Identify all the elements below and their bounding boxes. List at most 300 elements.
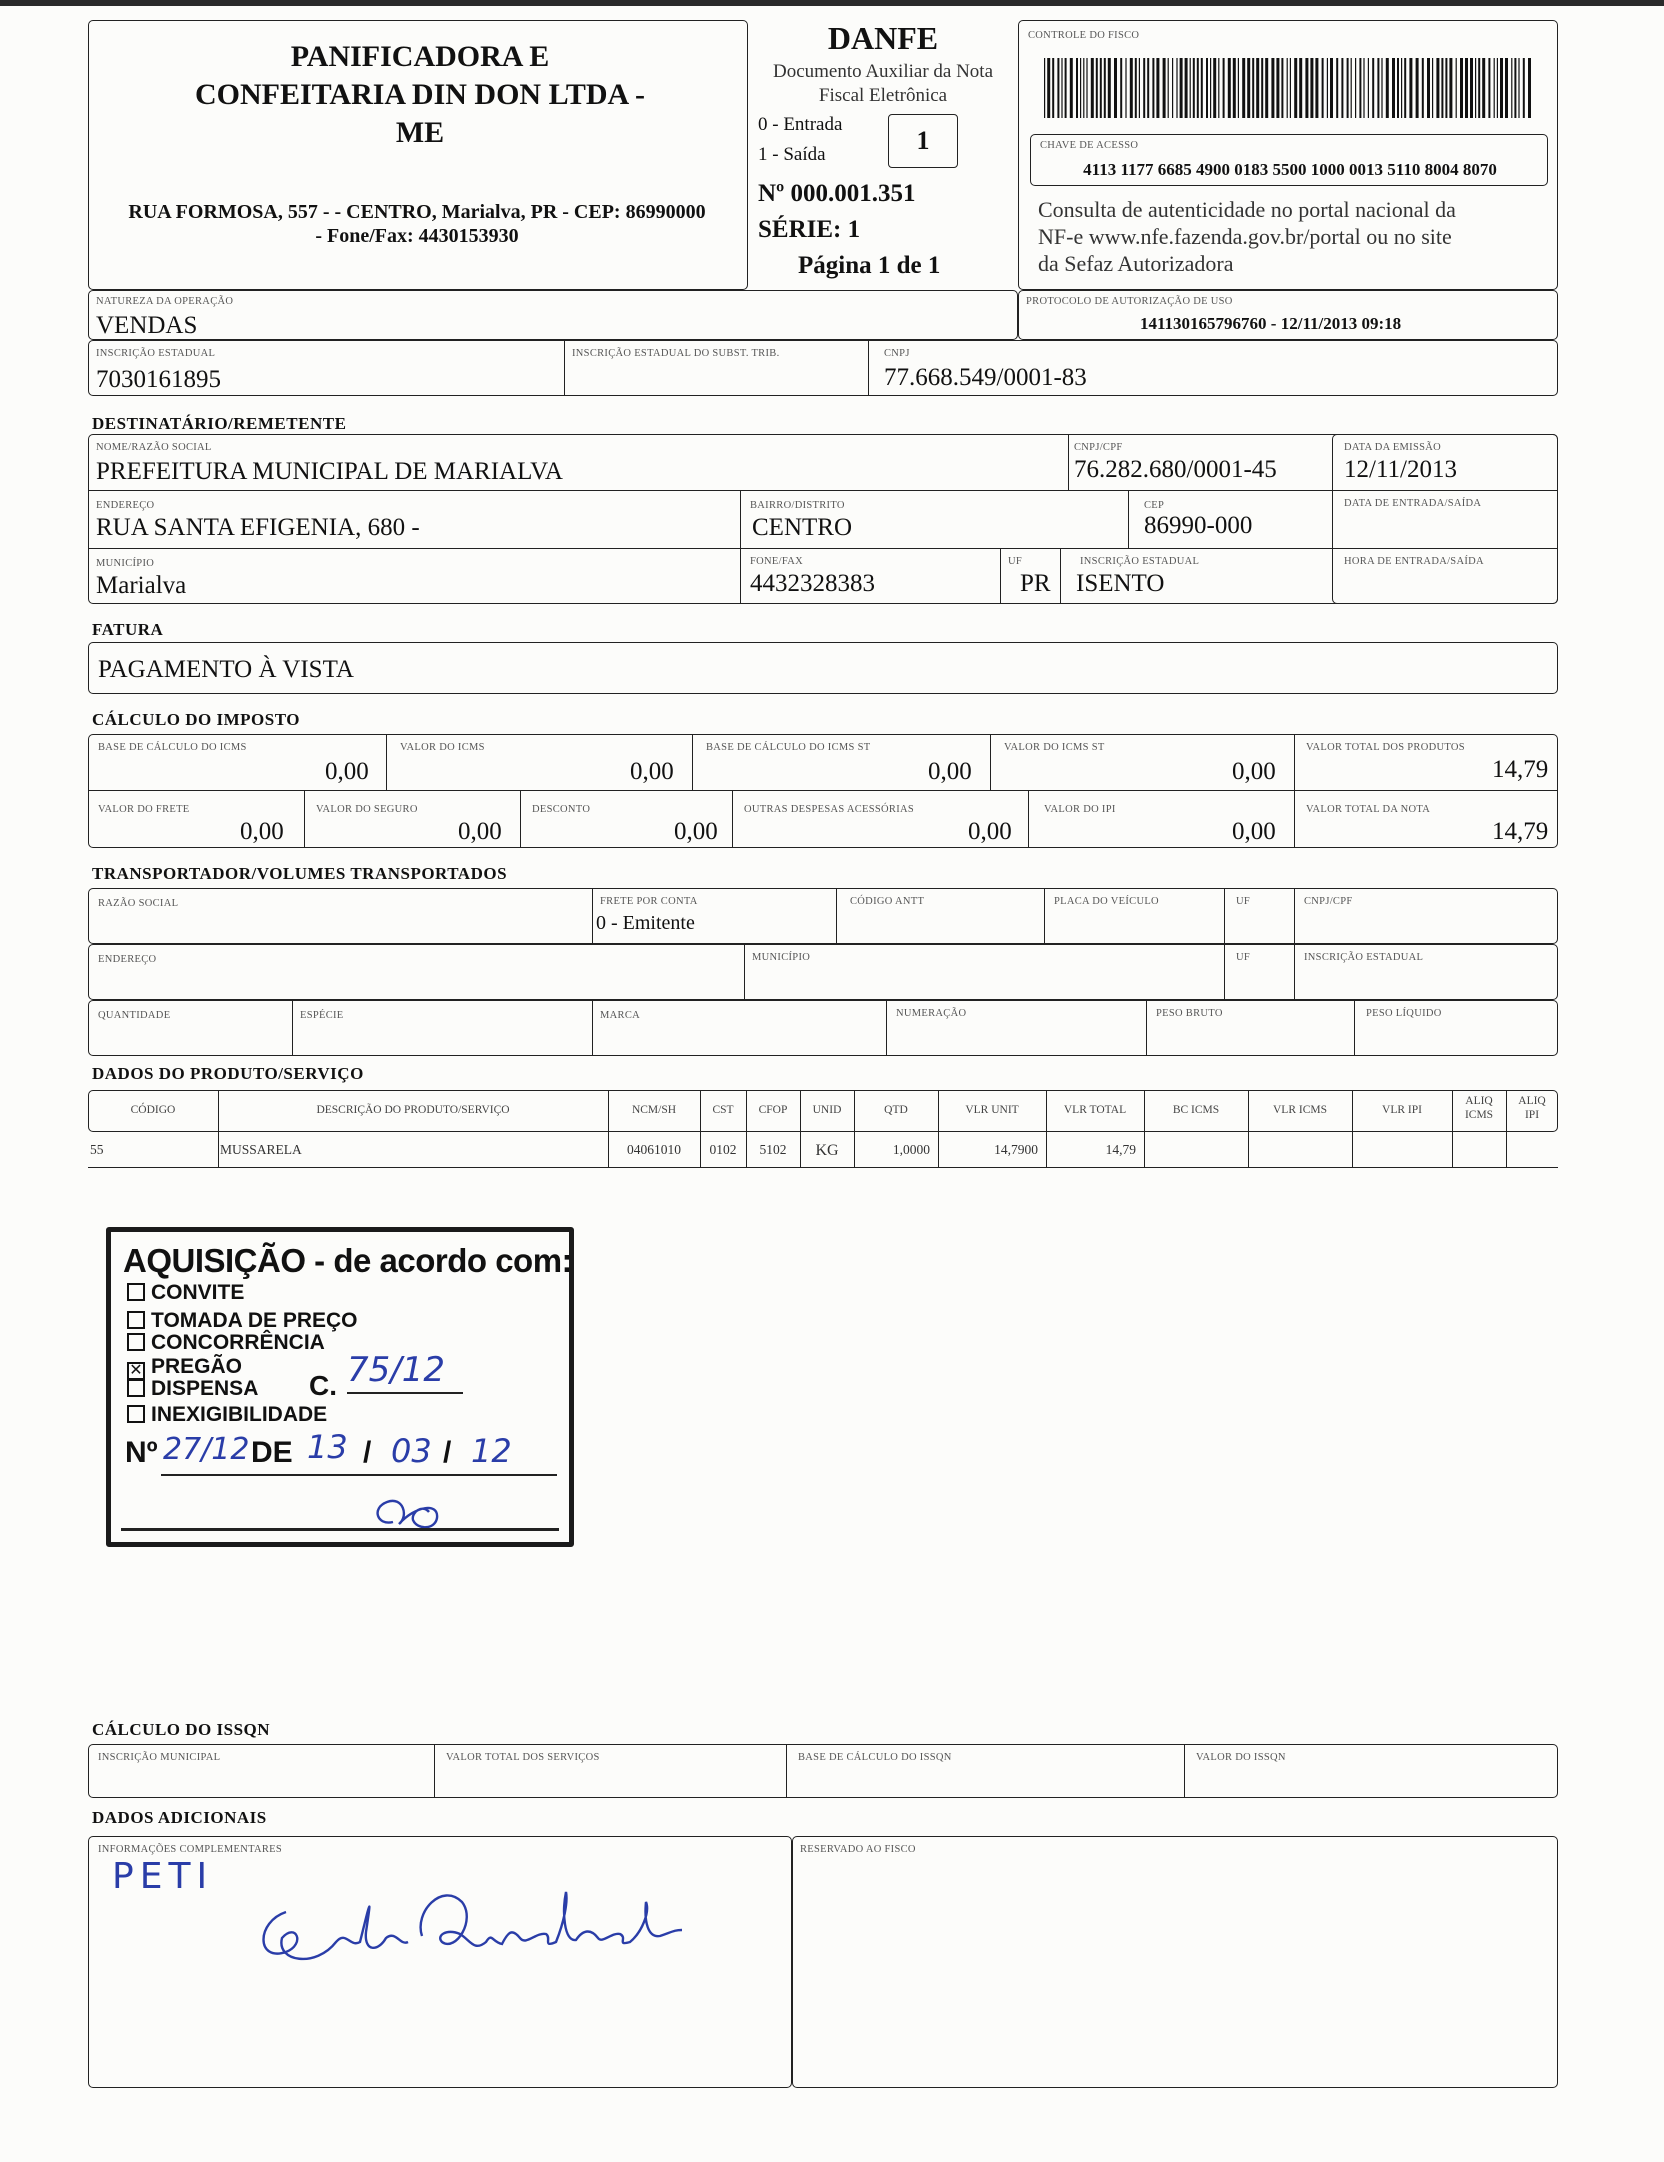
stamp-ano: 12	[471, 1432, 512, 1470]
divider	[732, 790, 733, 848]
transportador-section-title: TRANSPORTADOR/VOLUMES TRANSPORTADOS	[92, 864, 508, 883]
checkbox-icon	[127, 1283, 145, 1301]
divider	[88, 548, 1332, 549]
barcode-bar	[1143, 58, 1145, 118]
barcode-bar	[1176, 58, 1177, 118]
transp-frete-value: 0 - Emitente	[596, 912, 695, 934]
reservado-fisco-label: RESERVADO AO FISCO	[800, 1844, 916, 1855]
barcode-bar	[1427, 58, 1430, 118]
barcode-bar	[1061, 58, 1062, 118]
barcode-bar	[1193, 58, 1195, 118]
barcode-bar	[1168, 58, 1169, 118]
divider	[88, 1167, 1558, 1168]
barcode-bar	[1172, 58, 1173, 118]
cell-vlr-unit: 14,7900	[994, 1142, 1038, 1157]
barcode-bar	[1528, 58, 1531, 118]
dest-cep-value: 86990-000	[1144, 512, 1253, 539]
barcode-bar	[1518, 58, 1519, 118]
stamp-mes: 03	[391, 1432, 432, 1470]
barcode-bar	[1223, 58, 1225, 118]
ie-label: INSCRIÇÃO ESTADUAL	[96, 348, 216, 359]
danfe-numero: Nº 000.001.351	[758, 180, 916, 207]
fatura-section-title: FATURA	[92, 620, 164, 639]
valor-icms-label: VALOR DO ICMS	[400, 742, 485, 753]
stamp-n-label: Nº	[125, 1436, 158, 1469]
emitente-name: PANIFICADORA E CONFEITARIA DIN DON LTDA - ME	[194, 40, 646, 149]
dest-cnpj-value: 76.282.680/0001-45	[1074, 456, 1277, 483]
barcode-bar	[1330, 58, 1333, 118]
cell-ncm: 04061010	[627, 1142, 681, 1157]
barcode-bar	[1523, 58, 1525, 118]
divider	[1224, 888, 1225, 944]
barcode-bar	[1497, 58, 1498, 118]
barcode-bar	[1310, 58, 1313, 118]
barcode-bar	[1305, 58, 1308, 118]
stamp-dia: 13	[307, 1428, 348, 1466]
divider	[1184, 1744, 1185, 1798]
reservado-fisco-box	[792, 1836, 1558, 2088]
barcode-bar	[1185, 58, 1188, 118]
barcode-bar	[1070, 58, 1073, 118]
total-produtos-value: 14,79	[1492, 756, 1549, 783]
transp-razao-label: RAZÃO SOCIAL	[98, 898, 179, 909]
barcode-bar	[1494, 58, 1495, 118]
barcode-bar	[1363, 58, 1364, 118]
valor-icms-st-label: VALOR DO ICMS ST	[1004, 742, 1105, 753]
col-header-descricao: DESCRIÇÃO DO PRODUTO/SERVIÇO	[316, 1104, 510, 1116]
protocolo-value: 141130165796760 - 12/11/2013 09:18	[1140, 314, 1402, 333]
barcode-bar	[1372, 58, 1374, 118]
divider	[1224, 944, 1225, 1000]
barcode-bar	[1465, 58, 1468, 118]
issqn-base-label: BASE DE CÁLCULO DO ISSQN	[798, 1752, 952, 1763]
barcode-bar	[1120, 58, 1122, 118]
divider	[88, 790, 1558, 791]
barcode-bar	[1233, 58, 1236, 118]
barcode-bar	[1456, 58, 1457, 118]
barcode-bar	[1416, 58, 1419, 118]
danfe-subtitle: Documento Auxiliar da Nota Fiscal Eletrônica	[772, 61, 994, 106]
dest-municipio-value: Marialva	[96, 572, 187, 599]
chave-acesso-label: CHAVE DE ACESSO	[1040, 140, 1139, 151]
stamp-option-convite: CONVITE	[127, 1282, 244, 1304]
stamp-slash-2: /	[443, 1436, 452, 1469]
col-header-ncm: NCM/SH	[631, 1104, 677, 1116]
barcode-bar	[1287, 58, 1288, 118]
divider	[1028, 790, 1029, 848]
dest-municipio-label: MUNICÍPIO	[96, 558, 155, 569]
cell-qtd: 1,0000	[892, 1142, 930, 1157]
dest-nome-value: PREFEITURA MUNICIPAL DE MARIALVA	[96, 458, 563, 485]
aquisicao-stamp	[106, 1227, 574, 1547]
column-divider	[1352, 1090, 1353, 1168]
base-icms-st-value: 0,00	[928, 758, 972, 785]
total-nota-label: VALOR TOTAL DA NOTA	[1306, 804, 1431, 815]
stamp-signature-line	[121, 1528, 559, 1531]
barcode-bar	[1261, 58, 1263, 118]
dest-uf-label: UF	[1008, 556, 1023, 567]
barcode-bar	[1514, 58, 1516, 118]
total-produtos-label: VALOR TOTAL DOS PRODUTOS	[1306, 742, 1465, 753]
dest-endereco-label: ENDEREÇO	[96, 500, 155, 511]
col-header-codigo: CÓDIGO	[130, 1104, 176, 1116]
divider	[1294, 734, 1295, 790]
cell-unid: KG	[815, 1142, 839, 1159]
barcode-bar	[1265, 58, 1268, 118]
dest-nome-label: NOME/RAZÃO SOCIAL	[96, 442, 212, 453]
barcode-bar	[1139, 58, 1140, 118]
barcode-bar	[1377, 58, 1379, 118]
barcode-bar	[1478, 58, 1480, 118]
desconto-value: 0,00	[674, 818, 718, 845]
dest-entrada-saida-label: DATA DE ENTRADA/SAÍDA	[1344, 498, 1482, 509]
dest-ie-value: ISENTO	[1076, 570, 1165, 597]
barcode-bar	[1482, 58, 1485, 118]
divider	[592, 888, 593, 944]
barcode-bar	[1190, 58, 1191, 118]
outras-despesas-label: OUTRAS DESPESAS ACESSÓRIAS	[744, 804, 915, 815]
col-header-vlr-icms: VLR ICMS	[1273, 1104, 1327, 1116]
base-icms-value: 0,00	[325, 758, 369, 785]
divider	[1332, 548, 1558, 549]
barcode-bar	[1163, 58, 1166, 118]
barcode-bar	[1422, 58, 1424, 118]
barcode-bar	[1096, 58, 1098, 118]
valor-ipi-value: 0,00	[1232, 818, 1276, 845]
divider	[786, 1744, 787, 1798]
col-header-cst: CST	[712, 1104, 734, 1116]
cell-cst: 0102	[709, 1142, 737, 1157]
barcode-bar	[1511, 58, 1512, 118]
dest-emissao-value: 12/11/2013	[1344, 456, 1457, 483]
barcode-bar	[1201, 58, 1203, 118]
divider	[1044, 888, 1045, 944]
barcode-bar	[1206, 58, 1208, 118]
stamp-option-pregao: ✕ PREGÃO	[127, 1356, 242, 1380]
transp-uf2-label: UF	[1236, 952, 1251, 963]
barcode-bar	[1505, 58, 1508, 118]
barcode-bar	[1213, 58, 1216, 118]
transp-peso-liquido-label: PESO LÍQUIDO	[1366, 1008, 1442, 1019]
cell-descricao: MUSSARELA	[220, 1142, 302, 1157]
barcode-bar	[1086, 58, 1087, 118]
outras-despesas-value: 0,00	[968, 818, 1012, 845]
barcode-bar	[1047, 58, 1050, 118]
dest-bairro-label: BAIRRO/DISTRITO	[750, 500, 845, 511]
scan-top-edge	[0, 0, 1664, 6]
dest-cnpj-label: CNPJ/CPF	[1074, 442, 1123, 453]
transportador-box-3	[88, 1000, 1558, 1056]
checkbox-icon	[127, 1379, 145, 1397]
danfe-tipo-box: 1	[888, 114, 958, 168]
stamp-option-inexigibilidade: INEXIGIBILIDADE	[127, 1404, 327, 1426]
natureza-value: VENDAS	[96, 312, 198, 339]
transp-especie-label: ESPÉCIE	[300, 1010, 344, 1021]
divider	[592, 1000, 593, 1056]
checkbox-icon	[127, 1405, 145, 1423]
transp-quantidade-label: QUANTIDADE	[98, 1010, 171, 1021]
stamp-de-label: DE	[251, 1436, 293, 1469]
ie-value: 7030161895	[96, 366, 221, 393]
barcode-bar	[1256, 58, 1259, 118]
barcode-bar	[1351, 58, 1352, 118]
barcode-bar	[1252, 58, 1254, 118]
imposto-section-title: CÁLCULO DO IMPOSTO	[92, 710, 300, 729]
barcode-bar	[1242, 58, 1245, 118]
transp-antt-label: CÓDIGO ANTT	[850, 896, 925, 907]
divider	[740, 490, 741, 604]
valor-icms-value: 0,00	[630, 758, 674, 785]
dest-fone-value: 4432328383	[750, 570, 875, 597]
col-header-vlr-unit: VLR UNIT	[965, 1104, 1019, 1116]
barcode-bar	[1347, 58, 1349, 118]
frete-value: 0,00	[240, 818, 284, 845]
barcode-bar	[1475, 58, 1476, 118]
barcode-bar	[1470, 58, 1473, 118]
col-header-vlr-total: VLR TOTAL	[1063, 1104, 1127, 1116]
dest-hora-label: HORA DE ENTRADA/SAÍDA	[1344, 556, 1484, 567]
barcode-bar	[1197, 58, 1199, 118]
barcode-bar	[1436, 58, 1439, 118]
divider	[1294, 888, 1295, 944]
barcode-bar	[1441, 58, 1443, 118]
dest-endereco-value: RUA SANTA EFIGENIA, 680 -	[96, 514, 420, 541]
col-header-unid: UNID	[812, 1104, 842, 1116]
signature-icon	[246, 1872, 696, 1982]
barcode-bar	[1228, 58, 1231, 118]
barcode-bar	[1500, 58, 1503, 118]
barcode-bar	[1368, 58, 1369, 118]
issqn-valor-servicos-label: VALOR TOTAL DOS SERVIÇOS	[446, 1752, 600, 1763]
barcode-bar	[1392, 58, 1395, 118]
cell-codigo: 55	[90, 1142, 104, 1157]
cnpj-label: CNPJ	[884, 348, 910, 359]
valor-icms-st-value: 0,00	[1232, 758, 1276, 785]
cnpj-value: 77.668.549/0001-83	[884, 364, 1087, 391]
stamp-c-label: C.	[309, 1370, 337, 1401]
barcode-bar	[1152, 58, 1154, 118]
barcode-bar	[1091, 58, 1094, 118]
seguro-label: VALOR DO SEGURO	[316, 804, 418, 815]
divider	[304, 790, 305, 848]
base-icms-label: BASE DE CÁLCULO DO ICMS	[98, 742, 247, 753]
barcode-bar	[1294, 58, 1297, 118]
barcode-bar	[1080, 58, 1081, 118]
transp-cnpj-label: CNPJ/CPF	[1304, 896, 1353, 907]
transp-peso-bruto-label: PESO BRUTO	[1156, 1008, 1223, 1019]
controle-fisco-label: CONTROLE DO FISCO	[1028, 30, 1140, 41]
checkbox-icon	[127, 1311, 145, 1329]
barcode-bar	[1315, 58, 1318, 118]
adicionais-section-title: DADOS ADICIONAIS	[92, 1808, 267, 1827]
barcode-bar	[1341, 58, 1343, 118]
danfe-title: DANFE	[827, 20, 939, 56]
barcode-bar	[1460, 58, 1463, 118]
barcode-bar	[1290, 58, 1291, 118]
barcode-bar	[1057, 58, 1059, 118]
divider	[292, 1000, 293, 1056]
divider	[886, 1000, 887, 1056]
barcode-bar	[1281, 58, 1283, 118]
barcode-bar	[1210, 58, 1211, 118]
col-header-cfop: CFOP	[758, 1104, 788, 1116]
barcode-bar	[1355, 58, 1356, 118]
barcode-bar	[1488, 58, 1490, 118]
stamp-slash-1: /	[363, 1436, 372, 1469]
divider	[1000, 548, 1001, 604]
barcode-bar	[1404, 58, 1406, 118]
barcode-bar	[1401, 58, 1402, 118]
divider	[434, 1744, 435, 1798]
desconto-label: DESCONTO	[532, 804, 591, 815]
barcode-bar	[1322, 58, 1324, 118]
barcode-bar	[1104, 58, 1106, 118]
ie-row-box	[88, 340, 1558, 396]
divider	[1294, 790, 1295, 848]
barcode-bar	[1052, 58, 1054, 118]
barcode-bar	[1397, 58, 1399, 118]
issqn-section-title: CÁLCULO DO ISSQN	[92, 1720, 271, 1739]
stamp-date-line	[161, 1474, 557, 1476]
stamp-c-value: 75/12	[347, 1350, 445, 1390]
barcode-bar	[1238, 58, 1239, 118]
barcode-bar	[1327, 58, 1328, 118]
col-header-bc-icms: BC ICMS	[1172, 1104, 1220, 1116]
col-header-aliq-ipi: ALIQ IPI	[1518, 1095, 1546, 1121]
cell-vlr-total: 14,79	[1105, 1142, 1136, 1157]
checkbox-icon	[127, 1333, 145, 1351]
stamp-title: AQUISIÇÃO - de acordo com:	[123, 1242, 573, 1279]
issqn-inscricao-label: INSCRIÇÃO MUNICIPAL	[98, 1752, 221, 1763]
danfe-block	[748, 20, 1018, 290]
barcode-bar	[1381, 58, 1382, 118]
info-complementares-label: INFORMAÇÕES COMPLEMENTARES	[98, 1844, 283, 1855]
stamp-c-line	[347, 1392, 463, 1394]
transp-numeracao-label: NUMERAÇÃO	[896, 1008, 967, 1019]
transp-frete-label: FRETE POR CONTA	[600, 896, 698, 907]
barcode-bar	[1432, 58, 1433, 118]
base-icms-st-label: BASE DE CÁLCULO DO ICMS ST	[706, 742, 871, 753]
danfe-serie: SÉRIE: 1	[758, 216, 861, 243]
barcode-bar	[1100, 58, 1102, 118]
col-header-aliq-icms: ALIQ ICMS	[1464, 1095, 1494, 1121]
divider	[520, 790, 521, 848]
column-divider	[1248, 1090, 1249, 1168]
total-nota-value: 14,79	[1492, 818, 1549, 845]
barcode-bar	[1156, 58, 1159, 118]
col-header-vlr-ipi: VLR IPI	[1382, 1104, 1422, 1116]
transp-ie-label: INSCRIÇÃO ESTADUAL	[1304, 952, 1424, 963]
barcode-bar	[1336, 58, 1338, 118]
divider	[990, 734, 991, 790]
divider	[1060, 548, 1061, 604]
stamp-n-value: 27/12	[163, 1432, 250, 1467]
transp-municipio-label: MUNICÍPIO	[752, 952, 811, 963]
transp-uf-label: UF	[1236, 896, 1251, 907]
produtos-table	[88, 1090, 1558, 1168]
barcode-bar	[1299, 58, 1302, 118]
stamp-option-dispensa: DISPENSA	[127, 1378, 258, 1400]
dest-uf-value: PR	[1020, 570, 1051, 597]
barcode-bar	[1445, 58, 1447, 118]
transp-marca-label: MARCA	[600, 1010, 641, 1021]
barcode	[1044, 58, 1534, 118]
divider	[1294, 944, 1295, 1000]
divider	[744, 944, 745, 1000]
barcode-bar	[1065, 58, 1067, 118]
barcode-bar	[1180, 58, 1183, 118]
barcode-bar	[1130, 58, 1133, 118]
divider	[564, 340, 565, 396]
danfe-pagina: Página 1 de 1	[798, 252, 941, 279]
seguro-value: 0,00	[458, 818, 502, 845]
column-divider	[1144, 1090, 1145, 1168]
chave-acesso-value: 4113 1177 6685 4900 0183 5500 1000 0013 5110 8004 8070	[1083, 160, 1497, 179]
barcode-bar	[1271, 58, 1274, 118]
stamp-option-tomada: TOMADA DE PREÇO	[127, 1310, 358, 1332]
transp-placa-label: PLACA DO VEÍCULO	[1054, 896, 1159, 907]
dest-bairro-value: CENTRO	[752, 514, 852, 541]
transp-endereco-label: ENDEREÇO	[98, 954, 157, 965]
barcode-bar	[1386, 58, 1389, 118]
barcode-bar	[1449, 58, 1452, 118]
issqn-valor-label: VALOR DO ISSQN	[1196, 1752, 1286, 1763]
divider	[1068, 434, 1069, 490]
barcode-bar	[1114, 58, 1117, 118]
barcode-bar	[1359, 58, 1361, 118]
natureza-label: NATUREZA DA OPERAÇÃO	[96, 296, 234, 307]
info-handwritten: PETI	[112, 1856, 214, 1897]
barcode-bar	[1409, 58, 1412, 118]
cell-cfop: 5102	[759, 1142, 787, 1157]
divider	[868, 340, 869, 396]
barcode-bar	[1135, 58, 1137, 118]
produtos-section-title: DADOS DO PRODUTO/SERVIÇO	[92, 1064, 364, 1083]
barcode-bar	[1044, 58, 1045, 118]
barcode-bar	[1125, 58, 1126, 118]
divider	[1354, 1000, 1355, 1056]
divider	[386, 734, 387, 790]
protocolo-label: PROTOCOLO DE AUTORIZAÇÃO DE USO	[1026, 296, 1233, 307]
destinatario-section-title: DESTINATÁRIO/REMETENTE	[92, 414, 347, 433]
divider	[88, 490, 1332, 491]
divider	[1146, 1000, 1147, 1056]
column-divider	[218, 1090, 219, 1168]
col-header-qtd: QTD	[884, 1104, 908, 1116]
barcode-bar	[1276, 58, 1279, 118]
checkbox-checked-icon: ✕	[127, 1362, 145, 1380]
barcode-bar	[1076, 58, 1078, 118]
dest-cep-label: CEP	[1144, 500, 1165, 511]
valor-ipi-label: VALOR DO IPI	[1044, 804, 1116, 815]
barcode-bar	[1108, 58, 1111, 118]
barcode-bar	[1247, 58, 1250, 118]
consulta-text: Consulta de autenticidade no portal nacional da NF-e www.nfe.fazenda.gov.br/portal ou no site da Sefaz Autorizadora	[1038, 197, 1456, 276]
divider	[1128, 490, 1129, 548]
divider	[1332, 490, 1558, 491]
danfe-saida: 1 - Saída	[758, 144, 826, 165]
dest-emissao-label: DATA DA EMISSÃO	[1344, 442, 1442, 453]
dest-ie-label: INSCRIÇÃO ESTADUAL	[1080, 556, 1200, 567]
divider	[836, 888, 837, 944]
barcode-bar	[1083, 58, 1084, 118]
danfe-entrada: 0 - Entrada	[758, 114, 843, 135]
ie-subst-label: INSCRIÇÃO ESTADUAL DO SUBST. TRIB.	[572, 348, 780, 359]
stamp-option-concorrencia: CONCORRÊNCIA	[127, 1332, 325, 1354]
frete-label: VALOR DO FRETE	[98, 804, 190, 815]
emitente-address: RUA FORMOSA, 557 - - CENTRO, Marialva, PR - CEP: 86990000 - Fone/Fax: 4430153930	[128, 201, 706, 247]
dest-fone-label: FONE/FAX	[750, 556, 803, 567]
